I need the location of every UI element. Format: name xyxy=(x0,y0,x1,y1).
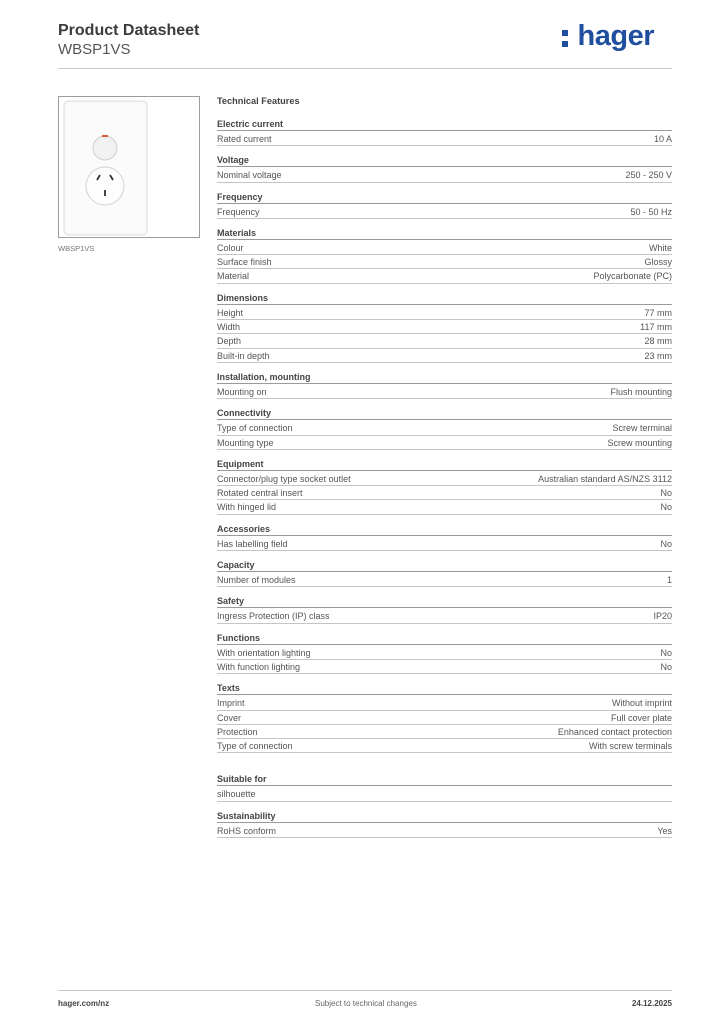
spec-section xyxy=(217,774,672,801)
spec-row xyxy=(217,269,672,283)
spec-value: Full cover plate xyxy=(610,712,672,723)
spec-section xyxy=(217,372,672,399)
spec-label: Ingress Protection (IP) class xyxy=(217,611,330,622)
spec-section xyxy=(217,293,672,363)
spec-row xyxy=(217,320,672,334)
spec-label: Type of connection xyxy=(217,423,293,434)
spec-section xyxy=(217,683,672,753)
spec-label: Rotated central insert xyxy=(217,488,303,499)
spec-label: Width xyxy=(217,322,241,333)
spec-value: Without imprint xyxy=(611,698,672,709)
section-title: Capacity xyxy=(217,560,672,572)
spec-section xyxy=(217,524,672,551)
spec-label: silhouette xyxy=(217,789,256,800)
spec-value: 10 A xyxy=(653,134,672,144)
spec-row xyxy=(217,725,672,739)
section-title: Equipment xyxy=(217,459,672,471)
spec-value: No xyxy=(660,502,672,513)
spec-label: Nominal voltage xyxy=(217,170,282,181)
spec-section xyxy=(217,192,672,219)
spec-value: 50 - 50 Hz xyxy=(630,206,672,217)
spec-value: 250 - 250 V xyxy=(625,170,672,181)
spec-value: 1 xyxy=(666,575,672,586)
spec-label: Protection xyxy=(217,726,258,737)
footer-notice: Subject to technical changes xyxy=(315,999,417,1008)
spec-label: Cover xyxy=(217,712,242,723)
spec-label: Material xyxy=(217,271,250,282)
spec-row xyxy=(217,205,672,219)
spec-label: Mounting on xyxy=(217,386,267,397)
spec-row xyxy=(217,660,672,674)
spec-value: No xyxy=(660,661,672,672)
spec-row xyxy=(217,255,672,269)
spec-label: Surface finish xyxy=(217,257,272,268)
section-title: Dimensions xyxy=(217,293,672,305)
spec-row xyxy=(217,696,672,710)
spec-row xyxy=(217,421,672,435)
spec-value: With screw terminals xyxy=(588,741,672,752)
spec-row xyxy=(217,824,672,838)
spec-label: With function lighting xyxy=(217,661,301,672)
spec-section xyxy=(217,560,672,587)
spec-value: Glossy xyxy=(644,257,672,268)
spec-value: Screw terminal xyxy=(612,423,672,434)
spec-section xyxy=(217,459,672,515)
product-image-frame xyxy=(58,96,200,238)
spec-row xyxy=(217,349,672,363)
section-title: Installation, mounting xyxy=(217,372,672,384)
footer-date: 24.12.2025 xyxy=(631,999,672,1008)
section-title: Connectivity xyxy=(217,408,672,420)
spec-value: 77 mm xyxy=(644,307,672,318)
spec-row xyxy=(217,472,672,486)
spec-section xyxy=(217,119,672,146)
spec-label: Rated current xyxy=(217,134,272,144)
section-title: Texts xyxy=(217,683,672,695)
section-title: Suitable for xyxy=(217,774,672,786)
spec-row xyxy=(217,241,672,255)
spec-value: No xyxy=(660,538,672,549)
spec-label: Frequency xyxy=(217,206,260,217)
spec-label: With hinged lid xyxy=(217,502,277,513)
spec-label: Has labelling field xyxy=(217,538,288,549)
spec-row xyxy=(217,787,672,801)
spec-label: Height xyxy=(217,307,244,318)
technical-features xyxy=(217,94,672,847)
spec-value: IP20 xyxy=(653,611,672,622)
spec-row xyxy=(217,739,672,753)
page-footer xyxy=(58,990,672,1008)
section-title: Functions xyxy=(217,633,672,645)
image-caption: WBSP1VS xyxy=(58,244,95,253)
section-title: Electric current xyxy=(217,119,672,131)
spec-row xyxy=(217,573,672,587)
spec-label: Type of connection xyxy=(217,741,293,752)
spec-value: No xyxy=(660,647,672,658)
spec-section xyxy=(217,596,672,623)
spec-label: RoHS conform xyxy=(217,825,277,836)
spec-label: Connector/plug type socket outlet xyxy=(217,473,351,484)
spec-value: No xyxy=(660,488,672,499)
section-title: Frequency xyxy=(217,192,672,204)
brand-logo: hager xyxy=(577,20,654,52)
spec-row xyxy=(217,436,672,450)
spec-row xyxy=(217,334,672,348)
spec-row xyxy=(217,711,672,725)
spec-value: Screw mounting xyxy=(607,437,672,448)
product-code: WBSP1VS xyxy=(58,41,131,58)
spec-value: 28 mm xyxy=(644,336,672,347)
section-title: Materials xyxy=(217,228,672,240)
spec-row xyxy=(217,132,672,146)
socket-outlet-image-icon xyxy=(59,97,199,237)
spec-value: Flush mounting xyxy=(610,386,672,397)
page-header xyxy=(58,20,672,69)
section-title: Sustainability xyxy=(217,811,672,823)
spec-row xyxy=(217,168,672,182)
spec-label: Mounting type xyxy=(217,437,274,448)
spec-section xyxy=(217,155,672,182)
section-title: Voltage xyxy=(217,155,672,167)
spec-value: 117 mm xyxy=(640,322,672,333)
spec-section xyxy=(217,228,672,284)
section-title: Safety xyxy=(217,596,672,608)
hager-colon-mark-icon xyxy=(562,30,568,47)
spec-label: Built-in depth xyxy=(217,350,270,361)
spec-sections xyxy=(217,119,672,838)
spec-value: White xyxy=(648,242,672,253)
technical-features-heading: Technical Features xyxy=(217,96,300,106)
spec-section xyxy=(217,408,672,450)
spec-row xyxy=(217,537,672,551)
document-title: Product Datasheet xyxy=(58,22,200,39)
spec-value: Australian standard AS/NZS 3112 xyxy=(538,473,672,484)
spec-row xyxy=(217,609,672,623)
spec-label: Number of modules xyxy=(217,575,296,586)
spec-row xyxy=(217,500,672,514)
section-title: Accessories xyxy=(217,524,672,536)
spec-value: 23 mm xyxy=(644,350,672,361)
spec-value: Yes xyxy=(657,825,672,836)
footer-website-link[interactable]: hager.com/nz xyxy=(58,999,110,1008)
spec-label: Depth xyxy=(217,336,242,347)
spec-row xyxy=(217,646,672,660)
spec-label: With orientation lighting xyxy=(217,647,311,658)
spec-section xyxy=(217,633,672,675)
spec-label: Colour xyxy=(217,242,244,253)
spec-section xyxy=(217,811,672,838)
spec-value: Polycarbonate (PC) xyxy=(593,271,672,282)
spec-row xyxy=(217,385,672,399)
spec-value: Enhanced contact protection xyxy=(557,726,672,737)
spec-row xyxy=(217,486,672,500)
spec-label: Imprint xyxy=(217,698,245,709)
spec-row xyxy=(217,306,672,320)
